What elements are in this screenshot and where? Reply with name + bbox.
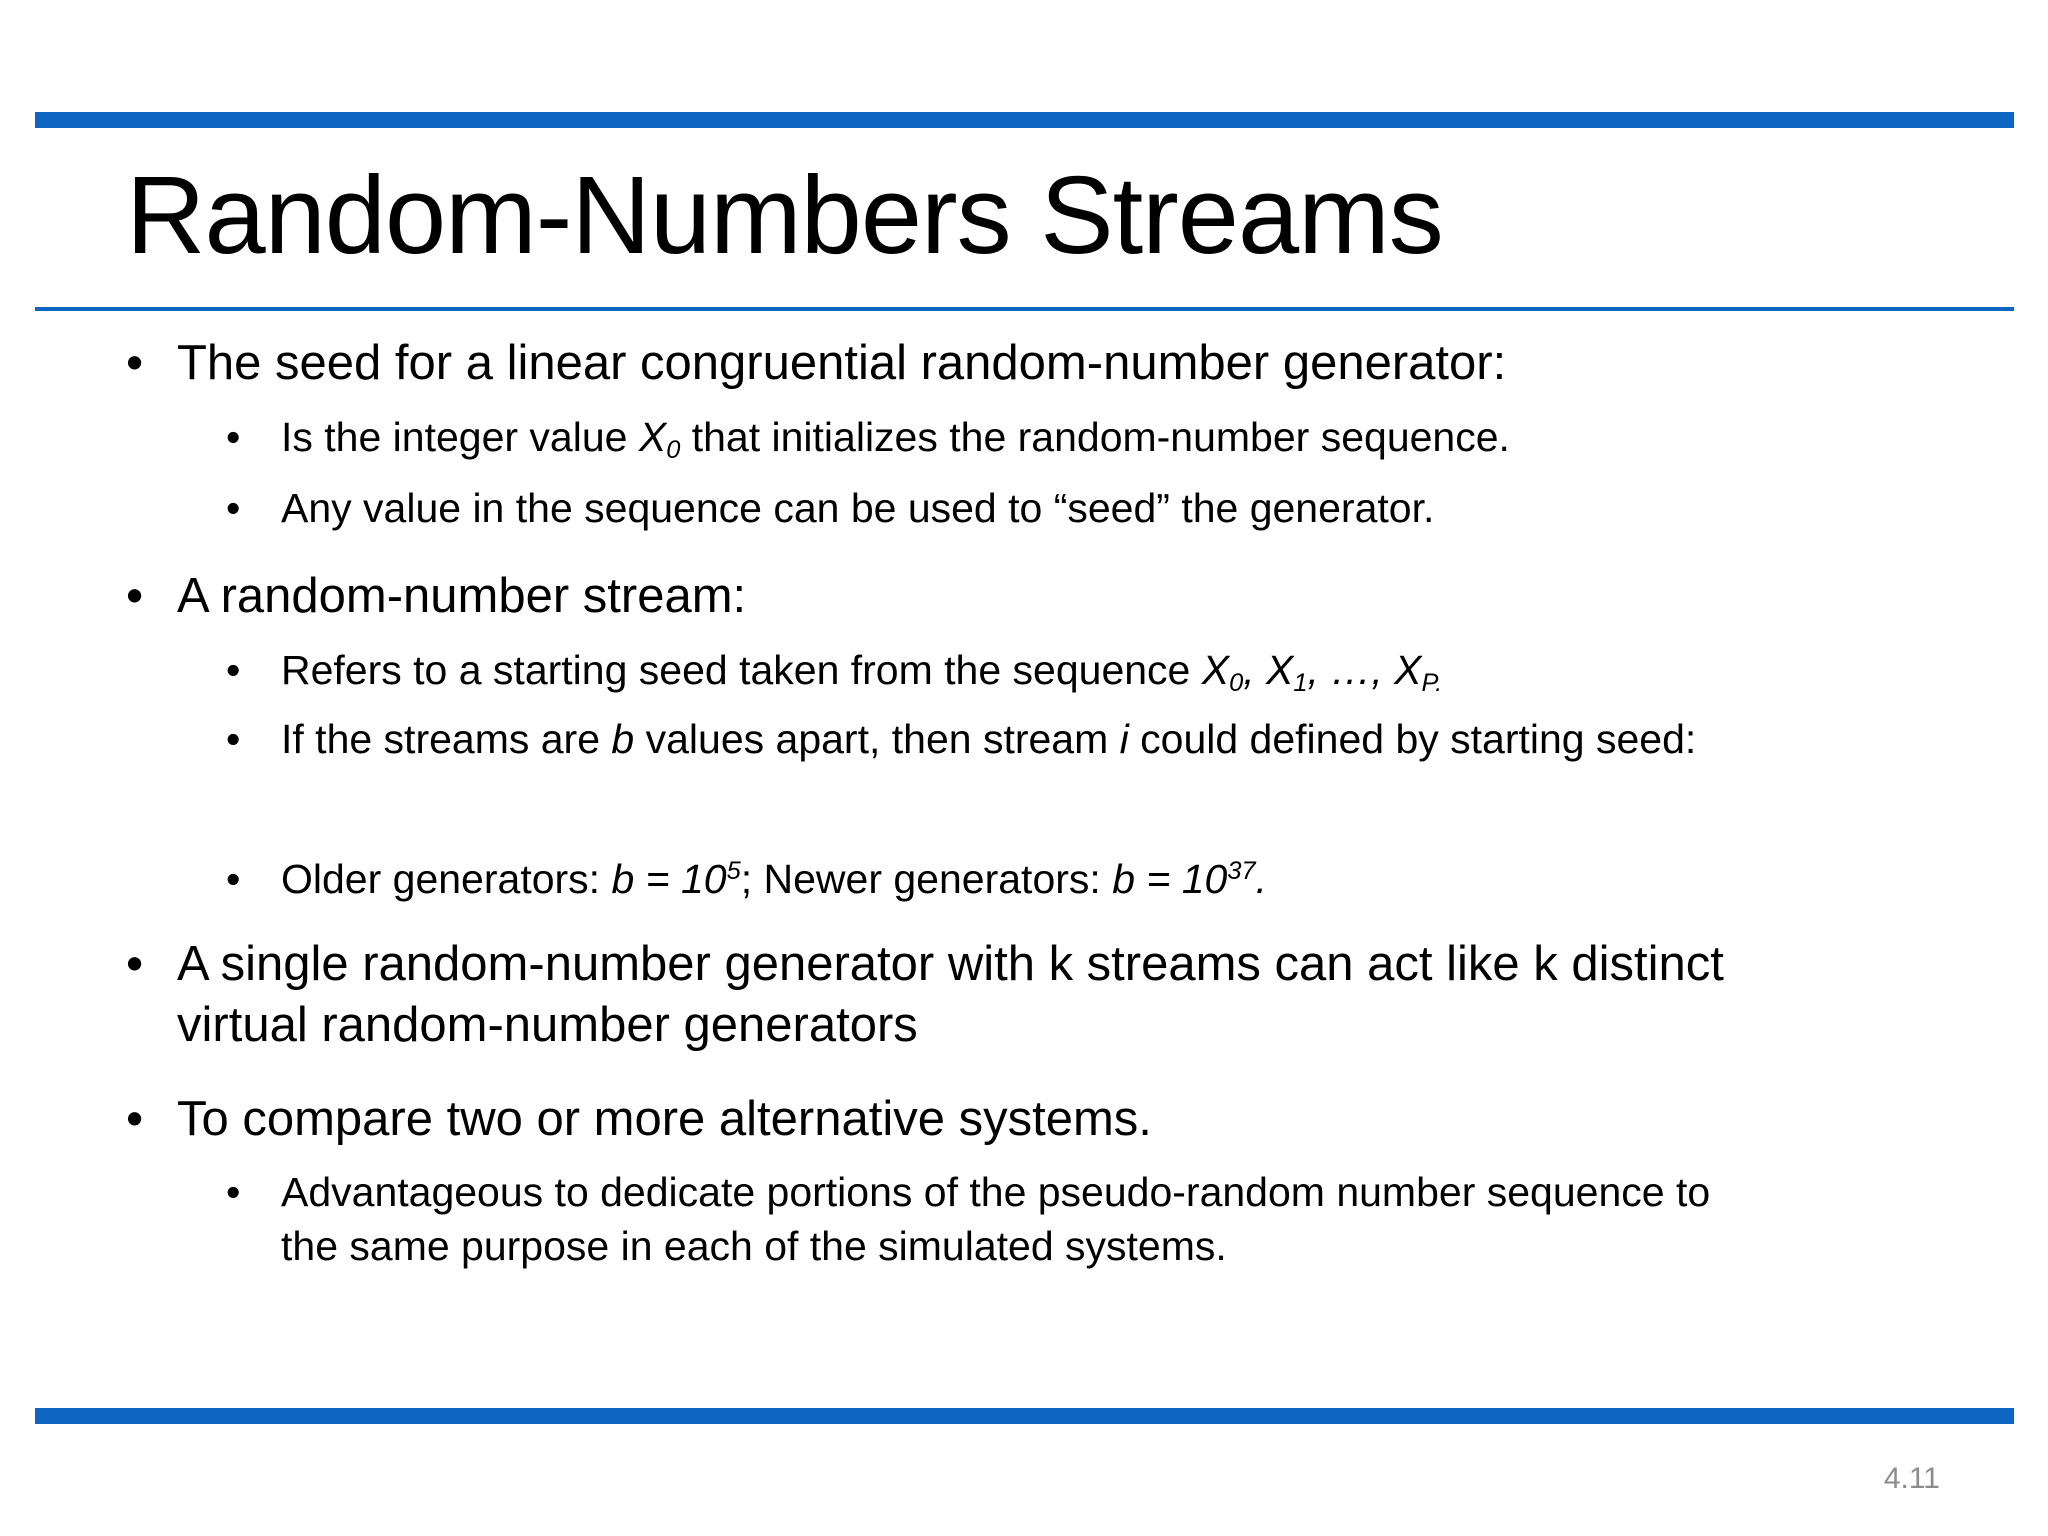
math-exponent: 5 xyxy=(726,857,741,886)
sub-bullet-text xyxy=(281,712,1696,766)
page-number: 4.11 xyxy=(1883,1462,1940,1495)
bullet-glyph: • xyxy=(226,1169,241,1215)
sub-bullet-text: Any value in the sequence can be used to “seed” the generator. xyxy=(281,485,1435,531)
sub-bullet-text xyxy=(281,410,1510,464)
slide-title: Random-Numbers Streams xyxy=(126,154,1443,277)
sub-bullet-text xyxy=(281,852,1267,906)
text-run: Older generators: xyxy=(281,856,612,902)
bullet-glyph: • xyxy=(226,414,241,460)
sub-bullet-text-line-1: Advantageous to dedicate portions of the pseudo-random number sequence to xyxy=(281,1169,1711,1215)
text-run: values apart, then stream xyxy=(634,716,1120,762)
math-subscript: 0 xyxy=(1229,669,1244,698)
bullet-glyph: • xyxy=(126,569,144,623)
math-expr: b = 10 xyxy=(611,856,727,902)
bullet-glyph: • xyxy=(226,647,241,693)
math-expr: b = 10 xyxy=(1112,856,1228,902)
bullet-text-line-2: virtual random-number generators xyxy=(177,998,918,1052)
math-var: X xyxy=(638,414,667,460)
math-var: X xyxy=(1394,647,1422,693)
bullet-text: The seed for a linear congruential random-number generator: xyxy=(177,336,1507,390)
bullet-glyph: • xyxy=(226,716,241,762)
bullet-text: A random-number stream: xyxy=(177,569,747,623)
top-accent-bar xyxy=(35,112,2014,128)
text-run: that initializes the random-number sequence. xyxy=(680,414,1510,460)
bullet-glyph: • xyxy=(226,485,241,531)
bullet-glyph: • xyxy=(226,856,241,902)
sub-bullet-text-line-2: the same purpose in each of the simulated systems. xyxy=(281,1223,1227,1269)
text-run: If the streams are xyxy=(281,716,612,762)
text-run: ; Newer generators: xyxy=(740,856,1113,902)
sub-bullet-text xyxy=(281,643,1442,697)
math-subscript: P. xyxy=(1421,669,1443,698)
text-run: Refers to a starting seed taken from the sequence xyxy=(281,647,1202,693)
math-exponent: 37 xyxy=(1227,857,1256,886)
bullet-text: To compare two or more alternative systems. xyxy=(177,1092,1152,1146)
bullet-glyph: • xyxy=(126,937,144,991)
math-var: i xyxy=(1119,716,1129,762)
math-var: X xyxy=(1201,647,1230,693)
math-subscript: 0 xyxy=(666,436,681,465)
math-sep: . xyxy=(1255,856,1267,902)
bullet-glyph: • xyxy=(126,336,144,390)
math-subscript: 1 xyxy=(1293,669,1308,698)
math-var: b xyxy=(611,716,635,762)
text-run: could defined by starting seed: xyxy=(1128,716,1697,762)
math-sep: , …, xyxy=(1307,647,1395,693)
title-divider xyxy=(35,307,2014,311)
math-sep: , xyxy=(1243,647,1267,693)
bullet-text-line-1: A single random-number generator with k streams can act like k distinct xyxy=(177,937,1724,991)
bottom-accent-bar xyxy=(35,1408,2014,1424)
text-run: Is the integer value xyxy=(281,414,639,460)
math-var: X xyxy=(1266,647,1294,693)
bullet-glyph: • xyxy=(126,1092,144,1146)
